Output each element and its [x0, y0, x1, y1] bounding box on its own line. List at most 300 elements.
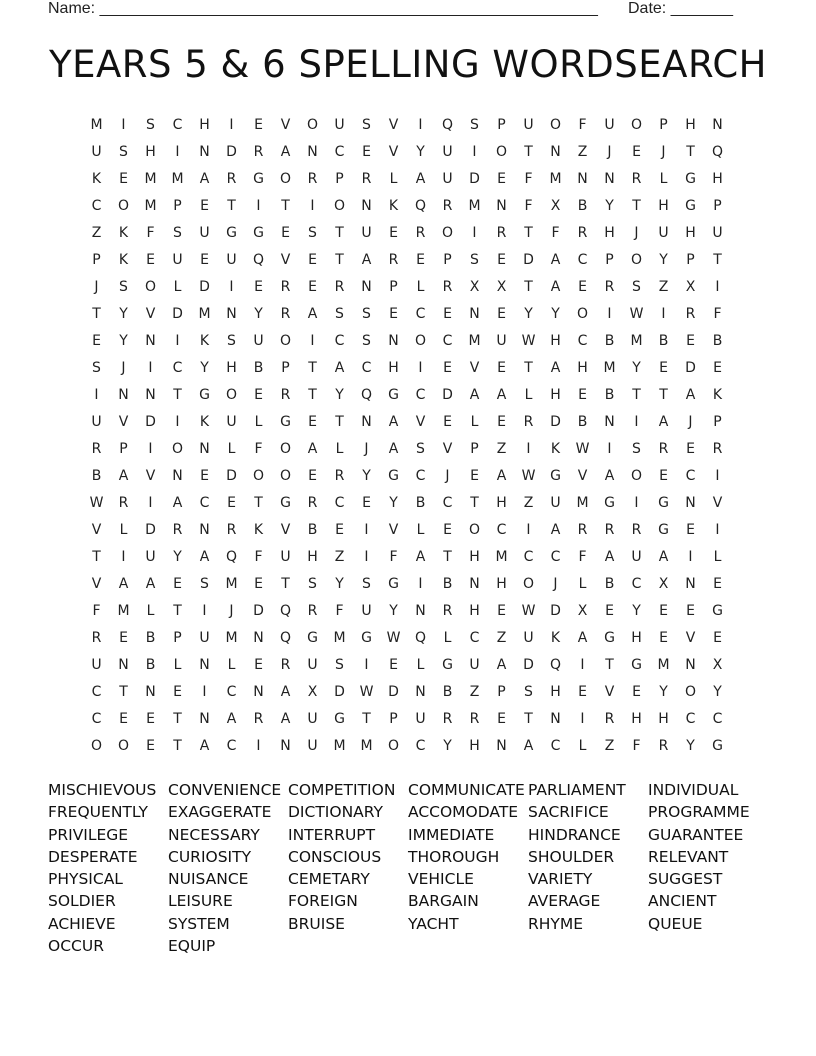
grid-letter: H — [658, 198, 669, 214]
grid-letter: L — [443, 630, 452, 646]
grid-letter: G — [685, 198, 696, 214]
grid-letter: C — [226, 738, 237, 754]
grid-letter: O — [279, 333, 292, 349]
grid-letter: O — [279, 441, 292, 457]
grid-letter: V — [91, 576, 102, 592]
grid-letter: J — [229, 603, 234, 619]
grid-letter: X — [307, 684, 318, 700]
grid-letter: R — [631, 171, 642, 187]
grid-letter: T — [119, 684, 128, 700]
grid-letter: N — [415, 603, 426, 619]
grid-letter: E — [632, 684, 641, 700]
grid-letter: X — [577, 603, 588, 619]
grid-letter: E — [254, 279, 263, 295]
grid-letter: O — [630, 468, 643, 484]
grid-letter: Q — [360, 387, 373, 403]
grid-letter: E — [497, 414, 506, 430]
grid-letter: F — [524, 198, 533, 214]
word-list-item: MISCHIEVOUS — [48, 781, 157, 799]
grid-letter: R — [118, 495, 129, 511]
grid-letter: C — [577, 252, 588, 268]
grid-letter: E — [308, 252, 317, 268]
grid-letter: A — [604, 549, 615, 565]
grid-letter: S — [308, 576, 317, 592]
grid-letter: W — [359, 684, 374, 700]
grid-letter: D — [334, 684, 345, 700]
grid-letter: N — [496, 198, 507, 214]
grid-letter: T — [92, 306, 101, 322]
grid-letter: A — [577, 630, 588, 646]
grid-letter: U — [199, 225, 210, 241]
grid-letter: I — [607, 441, 612, 457]
grid-letter: G — [604, 630, 615, 646]
grid-letter: D — [145, 522, 156, 538]
grid-letter: U — [199, 630, 210, 646]
grid-letter: V — [280, 117, 291, 133]
grid-letter: J — [688, 414, 693, 430]
grid-letter: O — [306, 117, 319, 133]
grid-letter: I — [472, 225, 477, 241]
grid-letter: D — [226, 144, 237, 160]
grid-letter: S — [227, 333, 236, 349]
grid-letter: E — [497, 171, 506, 187]
grid-letter: T — [308, 360, 317, 376]
grid-letter: A — [361, 252, 372, 268]
grid-letter: R — [685, 306, 696, 322]
grid-letter: I — [148, 495, 153, 511]
name-field-label: Name: ________________________________________________________ — [48, 0, 598, 17]
grid-letter: N — [712, 117, 723, 133]
grid-letter: U — [415, 711, 426, 727]
grid-letter: T — [254, 495, 263, 511]
grid-letter: E — [497, 603, 506, 619]
grid-letter: B — [442, 684, 453, 700]
grid-letter: O — [279, 171, 292, 187]
word-list-item: FREQUENTLY — [48, 803, 148, 822]
grid-letter: V — [712, 495, 723, 511]
grid-letter: Y — [659, 684, 668, 700]
grid-letter: T — [605, 657, 614, 673]
grid-letter: T — [308, 387, 317, 403]
grid-letter: N — [685, 657, 696, 673]
grid-letter: L — [227, 441, 236, 457]
grid-letter: Z — [496, 441, 507, 457]
grid-letter: Y — [632, 360, 641, 376]
grid-letter: I — [202, 684, 207, 700]
grid-letter: I — [175, 333, 180, 349]
grid-letter: R — [658, 441, 669, 457]
grid-letter: M — [90, 117, 103, 133]
grid-letter: B — [577, 198, 588, 214]
grid-letter: A — [496, 657, 507, 673]
grid-letter: I — [418, 360, 423, 376]
grid-letter: K — [118, 252, 129, 268]
grid-letter: Z — [91, 225, 102, 241]
word-list-item: CONSCIOUS — [288, 847, 382, 866]
grid-letter: Z — [577, 144, 588, 160]
grid-letter: E — [146, 252, 155, 268]
grid-letter: I — [256, 738, 261, 754]
grid-letter: N — [388, 333, 399, 349]
grid-letter: Y — [686, 738, 695, 754]
grid-letter: F — [389, 549, 398, 565]
grid-letter: U — [523, 630, 534, 646]
grid-letter: I — [364, 657, 369, 673]
grid-letter: I — [364, 522, 369, 538]
grid-letter: R — [712, 441, 723, 457]
grid-letter: U — [604, 117, 615, 133]
grid-letter: M — [576, 495, 589, 511]
grid-letter: F — [551, 225, 560, 241]
grid-letter: N — [685, 495, 696, 511]
grid-letter: E — [254, 387, 263, 403]
grid-letter: Q — [279, 603, 292, 619]
grid-letter: E — [146, 738, 155, 754]
grid-letter: H — [307, 549, 318, 565]
grid-letter: B — [442, 576, 453, 592]
grid-letter: S — [92, 360, 101, 376]
grid-letter: A — [658, 414, 669, 430]
grid-letter: N — [118, 387, 129, 403]
grid-letter: R — [442, 198, 453, 214]
grid-letter: N — [199, 657, 210, 673]
grid-letter: E — [659, 603, 668, 619]
grid-letter: C — [712, 711, 723, 727]
grid-letter: Y — [335, 387, 344, 403]
grid-letter: O — [90, 738, 103, 754]
grid-letter: R — [577, 225, 588, 241]
grid-letter: U — [172, 252, 183, 268]
grid-letter: T — [335, 252, 344, 268]
grid-letter: R — [334, 279, 345, 295]
grid-letter: Y — [524, 306, 533, 322]
grid-letter: W — [575, 441, 590, 457]
grid-letter: Z — [523, 495, 534, 511]
grid-letter: O — [279, 468, 292, 484]
grid-letter: A — [199, 171, 210, 187]
grid-letter: B — [604, 387, 615, 403]
grid-letter: E — [497, 306, 506, 322]
grid-letter: S — [335, 306, 344, 322]
grid-letter: C — [334, 333, 345, 349]
grid-letter: B — [658, 333, 669, 349]
grid-letter: M — [468, 333, 481, 349]
grid-letter: Q — [414, 198, 427, 214]
grid-letter: R — [280, 306, 291, 322]
grid-letter: Q — [225, 549, 238, 565]
grid-letter: T — [659, 387, 668, 403]
grid-letter: R — [577, 522, 588, 538]
grid-letter: M — [657, 657, 670, 673]
grid-letter: R — [91, 630, 102, 646]
grid-letter: N — [145, 333, 156, 349]
grid-letter: E — [308, 279, 317, 295]
grid-letter: Z — [469, 684, 480, 700]
grid-letter: E — [443, 414, 452, 430]
word-list-item: HINDRANCE — [528, 825, 621, 844]
grid-letter: E — [335, 522, 344, 538]
grid-letter: H — [604, 225, 615, 241]
word-list-item: SACRIFICE — [528, 803, 609, 822]
grid-letter: C — [91, 198, 102, 214]
grid-letter: P — [605, 252, 614, 268]
word-list-item: VEHICLE — [408, 870, 474, 889]
grid-letter: T — [362, 711, 371, 727]
grid-letter: E — [119, 171, 128, 187]
grid-letter: U — [226, 252, 237, 268]
grid-letter: L — [335, 441, 344, 457]
grid-letter: C — [685, 468, 696, 484]
grid-letter: B — [307, 522, 318, 538]
word-list-item: INTERRUPT — [288, 825, 376, 844]
grid-letter: B — [604, 333, 615, 349]
grid-letter: P — [713, 198, 722, 214]
grid-letter: D — [523, 252, 534, 268]
grid-letter: S — [470, 117, 479, 133]
grid-letter: T — [524, 360, 533, 376]
word-list-item: PROGRAMME — [648, 803, 750, 822]
grid-letter: Y — [389, 603, 398, 619]
grid-letter: A — [415, 549, 426, 565]
grid-letter: I — [94, 387, 99, 403]
grid-letter: X — [658, 576, 669, 592]
grid-letter: D — [550, 414, 561, 430]
grid-letter: U — [334, 117, 345, 133]
grid-letter: V — [442, 441, 453, 457]
grid-letter: K — [550, 630, 561, 646]
grid-letter: C — [469, 630, 480, 646]
grid-letter: Q — [711, 144, 724, 160]
grid-letter: T — [335, 225, 344, 241]
grid-letter: O — [495, 144, 508, 160]
grid-letter: X — [496, 279, 507, 295]
grid-letter: V — [415, 414, 426, 430]
grid-letter: M — [495, 549, 508, 565]
grid-letter: R — [604, 279, 615, 295]
grid-letter: N — [604, 171, 615, 187]
grid-letter: C — [334, 144, 345, 160]
word-list-item: COMPETITION — [288, 781, 396, 799]
grid-letter: P — [686, 252, 695, 268]
word-list-item: THOROUGH — [408, 847, 500, 866]
grid-letter: L — [578, 738, 587, 754]
grid-letter: Z — [496, 630, 507, 646]
grid-letter: L — [416, 657, 425, 673]
grid-letter: G — [307, 630, 318, 646]
grid-letter: A — [550, 279, 561, 295]
grid-letter: Y — [362, 468, 371, 484]
grid-letter: A — [280, 684, 291, 700]
grid-letter: L — [416, 522, 425, 538]
grid-letter: O — [630, 252, 643, 268]
grid-letter: I — [148, 360, 153, 376]
grid-letter: A — [604, 468, 615, 484]
grid-letter: V — [685, 630, 696, 646]
grid-letter: U — [442, 144, 453, 160]
grid-letter: T — [173, 738, 182, 754]
grid-letter: T — [524, 711, 533, 727]
grid-letter: J — [445, 468, 450, 484]
grid-letter: C — [226, 684, 237, 700]
grid-letter: S — [308, 225, 317, 241]
grid-letter: D — [469, 171, 480, 187]
header — [48, 0, 748, 20]
grid-letter: N — [469, 576, 480, 592]
grid-letter: I — [418, 576, 423, 592]
grid-letter: U — [523, 117, 534, 133]
grid-letter: E — [173, 684, 182, 700]
grid-letter: A — [172, 495, 183, 511]
grid-letter: S — [362, 333, 371, 349]
grid-letter: I — [634, 495, 639, 511]
grid-letter: Y — [416, 144, 425, 160]
grid-letter: T — [173, 603, 182, 619]
grid-letter: M — [603, 360, 616, 376]
grid-letter: J — [634, 225, 639, 241]
grid-letter: L — [416, 279, 425, 295]
word-list-item: NUISANCE — [168, 870, 249, 889]
grid-letter: K — [199, 333, 210, 349]
grid-letter: M — [171, 171, 184, 187]
word-list-item: ACHIEVE — [48, 914, 116, 933]
grid-letter: D — [442, 387, 453, 403]
word-list-item: SUGGEST — [648, 870, 723, 889]
grid-letter: R — [172, 522, 183, 538]
grid-letter: N — [199, 711, 210, 727]
grid-letter: S — [173, 225, 182, 241]
word-list-item: DESPERATE — [48, 847, 138, 866]
grid-letter: V — [145, 468, 156, 484]
grid-letter: O — [144, 279, 157, 295]
grid-letter: T — [632, 198, 641, 214]
word-list-item: OCCUR — [48, 937, 104, 956]
grid-letter: O — [171, 441, 184, 457]
grid-letter: A — [523, 738, 534, 754]
grid-letter: Q — [252, 252, 265, 268]
grid-letter: F — [578, 117, 587, 133]
grid-letter: K — [199, 414, 210, 430]
grid-letter: E — [713, 576, 722, 592]
grid-letter: H — [226, 360, 237, 376]
grid-letter: E — [92, 333, 101, 349]
grid-letter: L — [119, 522, 128, 538]
grid-letter: G — [658, 522, 669, 538]
grid-letter: R — [415, 225, 426, 241]
grid-letter: P — [119, 441, 128, 457]
word-list-item: EQUIP — [168, 937, 216, 956]
grid-letter: E — [713, 630, 722, 646]
grid-letter: F — [632, 738, 641, 754]
grid-letter: I — [472, 144, 477, 160]
grid-letter: I — [364, 549, 369, 565]
grid-letter: G — [604, 495, 615, 511]
grid-letter: G — [334, 711, 345, 727]
grid-letter: H — [469, 603, 480, 619]
grid-letter: Y — [713, 684, 722, 700]
grid-letter: U — [91, 144, 102, 160]
grid-letter: W — [521, 468, 536, 484]
grid-letter: C — [91, 684, 102, 700]
grid-letter: K — [91, 171, 102, 187]
grid-letter: I — [688, 549, 693, 565]
grid-letter: V — [280, 252, 291, 268]
grid-letter: M — [144, 198, 157, 214]
grid-letter: G — [442, 657, 453, 673]
grid-letter: A — [685, 387, 696, 403]
grid-letter: O — [225, 387, 238, 403]
grid-letter: N — [253, 630, 264, 646]
grid-letter: T — [524, 225, 533, 241]
grid-letter: L — [254, 414, 263, 430]
grid-letter: D — [226, 468, 237, 484]
grid-letter: A — [145, 576, 156, 592]
grid-letter: N — [280, 738, 291, 754]
grid-letter: L — [389, 171, 398, 187]
grid-letter: S — [200, 576, 209, 592]
grid-letter: E — [200, 468, 209, 484]
grid-letter: I — [229, 279, 234, 295]
grid-letter: A — [388, 441, 399, 457]
grid-letter: E — [254, 576, 263, 592]
grid-letter: O — [684, 684, 697, 700]
grid-letter: U — [442, 171, 453, 187]
grid-letter: A — [307, 441, 318, 457]
grid-letter: E — [362, 495, 371, 511]
grid-letter: A — [280, 144, 291, 160]
grid-letter: R — [442, 603, 453, 619]
grid-letter: G — [253, 225, 264, 241]
grid-letter: H — [550, 333, 561, 349]
grid-letter: K — [550, 441, 561, 457]
grid-letter: I — [607, 306, 612, 322]
grid-letter: H — [712, 171, 723, 187]
grid-letter: R — [91, 441, 102, 457]
grid-letter: G — [388, 387, 399, 403]
grid-letter: N — [307, 144, 318, 160]
grid-letter: E — [578, 279, 587, 295]
grid-letter: R — [469, 711, 480, 727]
grid-letter: N — [685, 576, 696, 592]
grid-letter: N — [550, 144, 561, 160]
grid-letter: O — [333, 198, 346, 214]
grid-letter: G — [388, 576, 399, 592]
grid-letter: N — [361, 414, 372, 430]
grid-letter: Y — [632, 603, 641, 619]
grid-letter: R — [280, 657, 291, 673]
grid-letter: X — [469, 279, 480, 295]
grid-letter: H — [469, 549, 480, 565]
grid-letter: E — [308, 414, 317, 430]
grid-letter: B — [91, 468, 102, 484]
grid-letter: I — [526, 522, 531, 538]
grid-letter: N — [415, 684, 426, 700]
grid-letter: H — [496, 576, 507, 592]
grid-letter: B — [145, 630, 156, 646]
grid-letter: O — [549, 117, 562, 133]
grid-letter: R — [604, 711, 615, 727]
grid-letter: N — [361, 279, 372, 295]
grid-letter: J — [121, 360, 126, 376]
grid-letter: P — [92, 252, 101, 268]
grid-letter: P — [335, 171, 344, 187]
grid-letter: T — [443, 549, 452, 565]
grid-letter: D — [550, 603, 561, 619]
grid-letter: H — [550, 387, 561, 403]
grid-letter: N — [145, 684, 156, 700]
grid-letter: C — [361, 360, 372, 376]
grid-letter: T — [335, 414, 344, 430]
grid-letter: N — [253, 684, 264, 700]
